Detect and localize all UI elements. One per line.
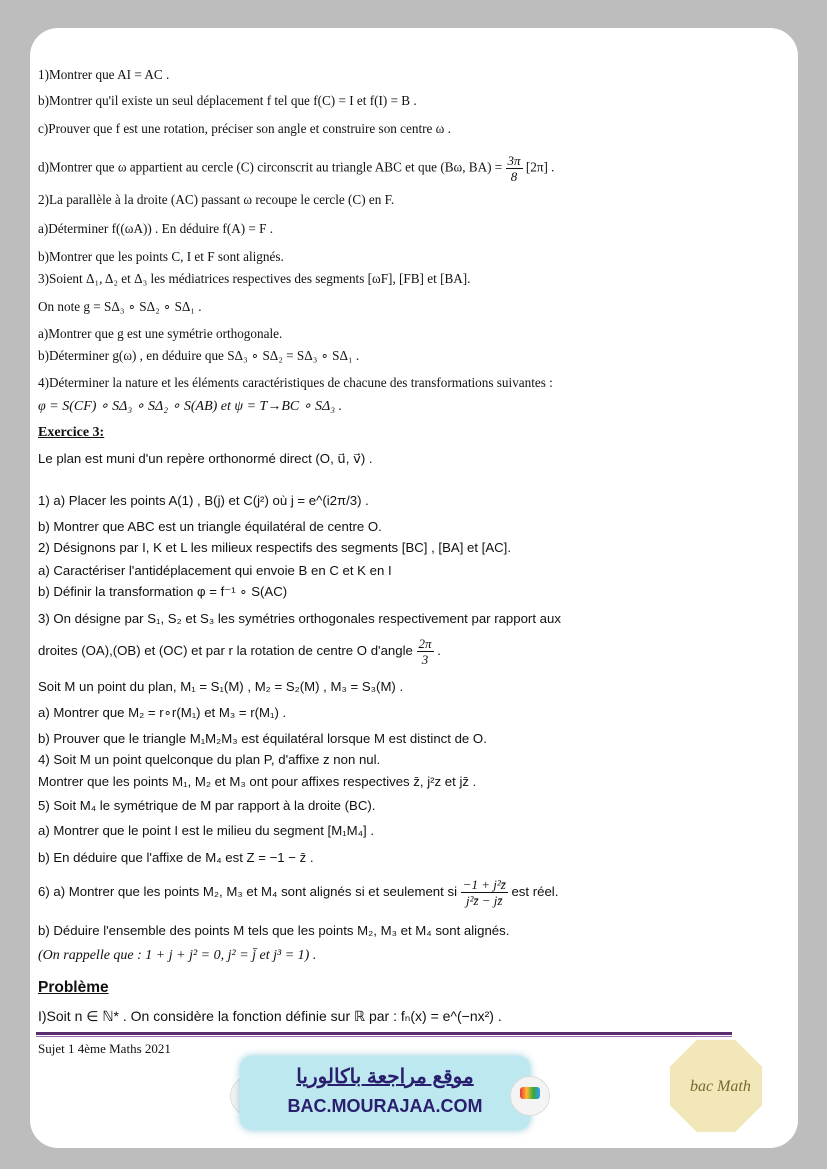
question-1d-text: d)Montrer que ω appartient au cercle (C) circonscrit au triangle ABC et que (Bω, BA) =: [38, 159, 503, 175]
ex3-q3-define: Soit M un point du plan, M₁ = S₁(M) , M₂ = S₂(M) , M₃ = S₃(M) .: [38, 679, 404, 694]
question-1: 1)Montrer que AI = AC .: [38, 67, 170, 82]
bac-math-logo-text: bac Math: [690, 1078, 751, 1095]
ex3-q2a: a) Caractériser l'antidéplacement qui envoie B en C et K en I: [38, 563, 392, 578]
question-3-note: On note g = SΔ₃ ∘ SΔ₂ ∘ SΔ₁ .: [38, 299, 202, 314]
problem-part-1: I)Soit n ∈ ℕ* . On considère la fonction définie sur ℝ par : fₙ(x) = e^(−nx²) .: [38, 1008, 502, 1024]
ex3-q6a-text: 6) a) Montrer que les points M₂, M₃ et M₄ sont alignés si et seulement si: [38, 883, 457, 899]
footer-rule-thin: [36, 1036, 732, 1037]
question-1d-end: [2π] .: [525, 159, 555, 175]
ex3-q6a-end: est réel.: [511, 883, 559, 899]
ex3-q1b: b) Montrer que ABC est un triangle équilatéral de centre O.: [38, 519, 382, 534]
ex3-q3-cont: [38, 636, 441, 667]
banner-arabic-title: موقع مراجعة باكالوريا: [296, 1066, 474, 1088]
ex3-q2: 2) Désignons par I, K et L les milieux respectifs des segments [BC] , [BA] et [AC].: [38, 540, 511, 555]
question-4: 4)Déterminer la nature et les éléments caractéristiques de chacune des transformations suivantes :: [38, 375, 553, 390]
question-2b: b)Montrer que les points C, I et F sont alignés.: [38, 249, 284, 264]
ex3-q2b: b) Définir la transformation φ = f⁻¹ ∘ S(AC): [38, 584, 288, 599]
exercise-3-title: Exercice 3:: [38, 425, 105, 440]
problem-title: Problème: [38, 979, 109, 996]
question-3: 3)Soient Δ₁, Δ₂ et Δ₃ les médiatrices respectives des segments [ωF], [FB] et [BA].: [38, 271, 471, 286]
ex3-reminder: (On rappelle que : 1 + j + j² = 0, j² = j̄ et j³ = 1) .: [38, 948, 317, 963]
exercise-3-intro: Le plan est muni d'un repère orthonormé direct (O, u⃗, v⃗) .: [38, 451, 373, 466]
ex3-q5a: a) Montrer que le point I est le milieu du segment [M₁M₄] .: [38, 823, 374, 838]
footer-rule: [36, 1032, 732, 1035]
question-2: 2)La parallèle à la droite (AC) passant ω recoupe le cercle (C) en F.: [38, 192, 395, 207]
fraction-denominator: 3: [421, 652, 429, 667]
fraction-numerator: 3π: [507, 153, 521, 168]
fraction-realness: [461, 877, 508, 908]
ex3-q4: 4) Soit M un point quelconque du plan P, d'affixe z non nul.: [38, 752, 381, 767]
question-1d: [38, 153, 554, 184]
ex3-q6b: b) Déduire l'ensemble des points M tels que les points M₂, M₃ et M₄ sont alignés.: [38, 923, 510, 938]
fraction-numerator: 2π: [418, 636, 432, 651]
right-logo-icon: [510, 1076, 550, 1116]
ex3-q5b: b) En déduire que l'affixe de M₄ est Z = −1 − z̄ .: [38, 850, 314, 865]
ex3-q3-cont-end: .: [437, 642, 441, 658]
fraction-3pi-8: [506, 153, 523, 184]
question-1b: b)Montrer qu'il existe un seul déplacement f tel que f(C) = I et f(I) = B .: [38, 93, 417, 108]
ex3-q5: 5) Soit M₄ le symétrique de M par rapport à la droite (BC).: [38, 798, 376, 813]
ex3-q3: 3) On désigne par S₁, S₂ et S₃ les symétries orthogonales respectivement par rapport aux: [38, 611, 561, 626]
ex3-q3-cont-text: droites (OA),(OB) et (OC) et par r la rotation de centre O d'angle: [38, 642, 413, 658]
footer-text: Sujet 1 4ème Maths 2021: [38, 1041, 171, 1056]
ex3-q1a: 1) a) Placer les points A(1) , B(j) et C(j²) où j = e^(i2π/3) .: [38, 493, 369, 508]
question-1c: c)Prouver que f est une rotation, préciser son angle et construire son centre ω .: [38, 121, 451, 136]
banner-url[interactable]: BAC.MOURAJAA.COM: [287, 1096, 483, 1116]
ex3-q4-show: Montrer que les points M₁, M₂ et M₃ ont pour affixes respectives z̄, j²z et jz̄ .: [38, 774, 477, 789]
question-4-formulas: φ = S(CF) ∘ SΔ₃ ∘ SΔ₂ ∘ S(AB) et ψ = T→BC ∘ SΔ₃ .: [38, 399, 343, 414]
ex3-q3b: b) Prouver que le triangle M₁M₂M₃ est équilatéral lorsque M est distinct de O.: [38, 731, 487, 746]
fraction-denominator: j²z̄ − jz̄: [465, 893, 503, 908]
fraction-numerator: −1 + j²z̄: [462, 877, 506, 892]
fraction-denominator: 8: [510, 169, 518, 184]
question-2a: a)Déterminer f((ωA)) . En déduire f(A) = F .: [38, 221, 274, 236]
question-3b: b)Déterminer g(ω) , en déduire que SΔ₃ ∘ SΔ₂ = SΔ₃ ∘ SΔ₁ .: [38, 348, 360, 363]
site-banner[interactable]: [240, 1056, 530, 1130]
question-3a: a)Montrer que g est une symétrie orthogonale.: [38, 326, 283, 341]
ex3-q3a: a) Montrer que M₂ = r∘r(M₁) et M₃ = r(M₁) .: [38, 705, 287, 720]
fraction-2pi-3: [417, 636, 434, 667]
ex3-q6a: [38, 877, 558, 908]
